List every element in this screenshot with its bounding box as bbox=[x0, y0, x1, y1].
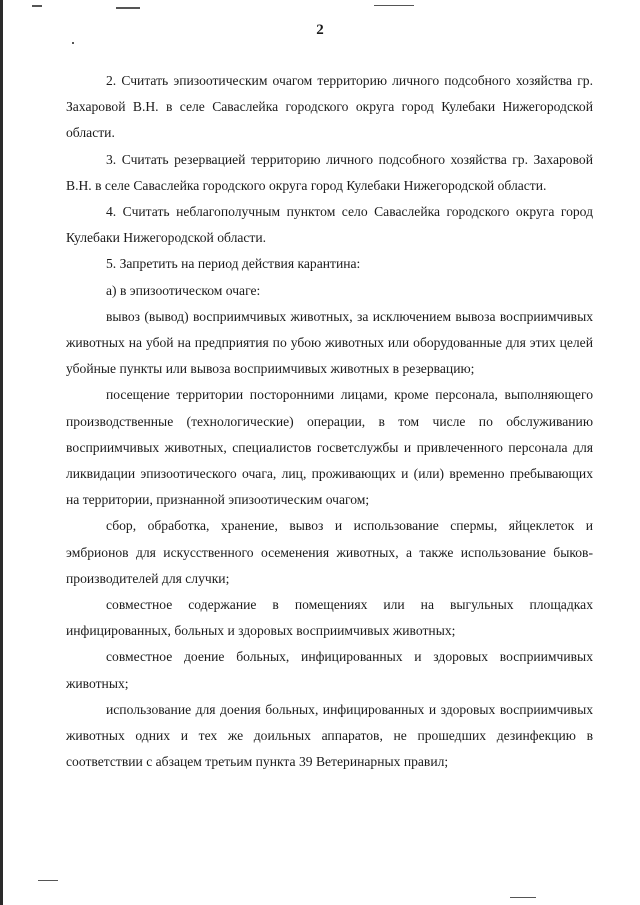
paragraph-item-5: 5. Запретить на период действия карантина: bbox=[106, 256, 361, 272]
scan-left-edge bbox=[0, 0, 3, 905]
paragraph-joint-milking: совместное доение больных, инфицированных и здоровых восприимчивых животных; bbox=[66, 649, 593, 691]
paragraph-item-2: 2. Считать эпизоотическим очагом территорию личного подсобного хозяйства гр. Захаровой В.Н. в селе Саваслейка городского округа город Кулебаки Нижегородской области. bbox=[66, 73, 593, 141]
scan-speck bbox=[38, 880, 58, 881]
paragraph-item-4: 4. Считать неблагополучным пунктом село Саваслейка городского округа город Кулебаки Нижегородской области. bbox=[66, 204, 593, 246]
subheading-epizootic-focus: а) в эпизоотическом очаге: bbox=[106, 282, 261, 298]
page-number: 2 bbox=[316, 22, 324, 38]
scan-speck bbox=[374, 5, 414, 6]
paragraph-visit-restriction: посещение территории посторонними лицами, кроме персонала, выполняющего производственные (технологические) операции, в том числе по обслуживанию восприимчивых животных, специалистов госветслужбы и привлеченного персонала для ликвидации эпизоотического очага, лиц, проживающих и (или) временно пребывающих на территории, признанной эпизоотическим очагом; bbox=[66, 387, 593, 508]
scan-speck bbox=[510, 897, 536, 898]
paragraph-milking-equipment: использование для доения больных, инфицированных и здоровых восприимчивых животных одних и тех же доильных аппаратов, не прошедших дезинфекцию в соответствии с абзацем третьим пункта 39 Ветеринарных правил; bbox=[66, 701, 593, 770]
paragraph-item-3: 3. Считать резервацией территорию личного подсобного хозяйства гр. Захаровой В.Н. в селе Саваслейка городского округа город Кулебаки Нижегородской области. bbox=[66, 151, 593, 193]
document-body bbox=[66, 68, 593, 775]
paragraph-semen-embryos: сбор, обработка, хранение, вывоз и использование спермы, яйцеклеток и эмбрионов для искусственного осеменения животных, а также использование быков-производителей для случки; bbox=[66, 518, 593, 586]
scan-speck bbox=[116, 7, 140, 9]
paragraph-removal-of-animals: вывоз (вывод) восприимчивых животных, за исключением вывоза восприимчивых животных на убой на предприятия по убою животных или оборудованные для этих целей убойные пункты или вывоза восприимчивых животных в резервацию; bbox=[66, 308, 593, 377]
scan-speck bbox=[72, 42, 74, 44]
paragraph-joint-keeping: совместное содержание в помещениях или на выгульных площадках инфицированных, больных и здоровых восприимчивых животных; bbox=[66, 597, 593, 639]
scan-speck bbox=[32, 5, 42, 7]
